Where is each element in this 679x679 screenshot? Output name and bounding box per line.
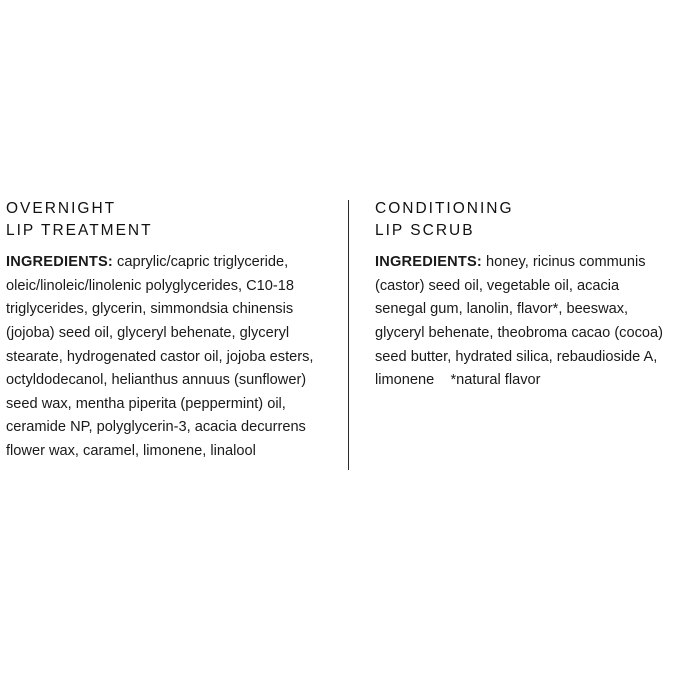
ingredients-text: caprylic/capric triglyceride, oleic/linoleic/linolenic polyglycerides, C10-18 triglycerides, glycerin, simmondsia chinensis (jojoba) seed oil, glyceryl behenate, glyceryl stearate, hydrogenated castor oil, jojoba esters, octyldodecanol, helianthus annuus (sunflower) seed wax, mentha piperita (peppermint) oil, ceramide NP, polyglycerin-3, acacia decurrens flower wax, caramel, limonene, linalool — [6, 253, 314, 460]
product-title-line-1: CONDITIONING — [375, 200, 514, 217]
product-title-overnight-lip-treatment — [6, 198, 315, 243]
product-column-conditioning-lip-scrub — [341, 198, 679, 393]
product-title-line-1: OVERNIGHT — [6, 200, 117, 217]
product-column-overnight-lip-treatment — [0, 198, 341, 464]
ingredients-paragraph-conditioning-lip-scrub — [375, 251, 669, 393]
product-title-conditioning-lip-scrub — [375, 198, 669, 243]
ingredients-text: honey, ricinus communis (castor) seed oil, vegetable oil, acacia senegal gum, lanolin, flavor*, beeswax, glyceryl behenate, theobroma cacao (cocoa) seed butter, hydrated silica, rebaudioside A, limonene — [375, 253, 663, 389]
ingredients-paragraph-overnight-lip-treatment — [6, 251, 315, 464]
ingredients-label: INGREDIENTS: — [375, 253, 482, 270]
columns-container — [0, 198, 679, 464]
product-title-line-2: LIP SCRUB — [375, 222, 475, 240]
ingredients-label: INGREDIENTS: — [6, 253, 113, 270]
product-title-line-2: LIP TREATMENT — [6, 222, 153, 240]
ingredients-footnote: *natural flavor — [434, 372, 541, 389]
